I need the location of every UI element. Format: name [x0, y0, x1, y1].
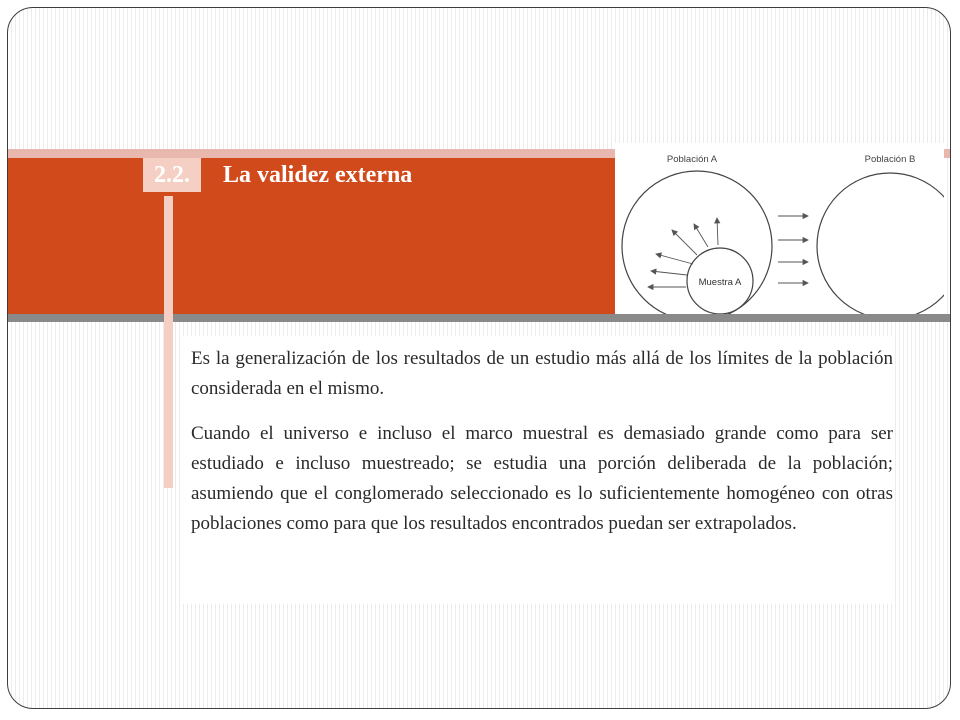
population-b-circle	[817, 173, 944, 314]
diagram-svg	[615, 143, 944, 314]
arrow-up-icon	[717, 218, 718, 245]
population-a-circle	[622, 171, 772, 314]
population-a-label: Población A	[666, 154, 718, 165]
population-sample-diagram	[615, 143, 944, 314]
sample-a-label: Muestra A	[698, 277, 742, 288]
arrow-upleft-icon	[672, 230, 697, 255]
population-b-label: Población B	[864, 154, 916, 165]
section-number-badge: 2.2.	[143, 158, 201, 192]
arrow-up-icon	[694, 224, 708, 247]
section-title: La validez externa	[223, 162, 413, 188]
arrow-left-icon	[656, 254, 693, 264]
content-text-box	[181, 336, 895, 604]
arrow-left-icon	[651, 271, 687, 275]
bottom-accent-stripe	[8, 314, 951, 322]
vertical-accent-bar	[164, 196, 173, 488]
definition-paragraph: Es la generalización de los resultados de un estudio más allá de los límites de la población considerada en el mismo.	[191, 348, 893, 399]
explanation-paragraph: Cuando el universo e incluso el marco muestral es demasiado grande como para ser estudiado e incluso muestreado; se estudia una porción deliberada de la población; asumiendo que el conglomerado seleccionado es lo suficientemente homogéneo con otras poblaciones como para que los resultados encontrados puedan ser extrapolados.	[191, 423, 893, 534]
